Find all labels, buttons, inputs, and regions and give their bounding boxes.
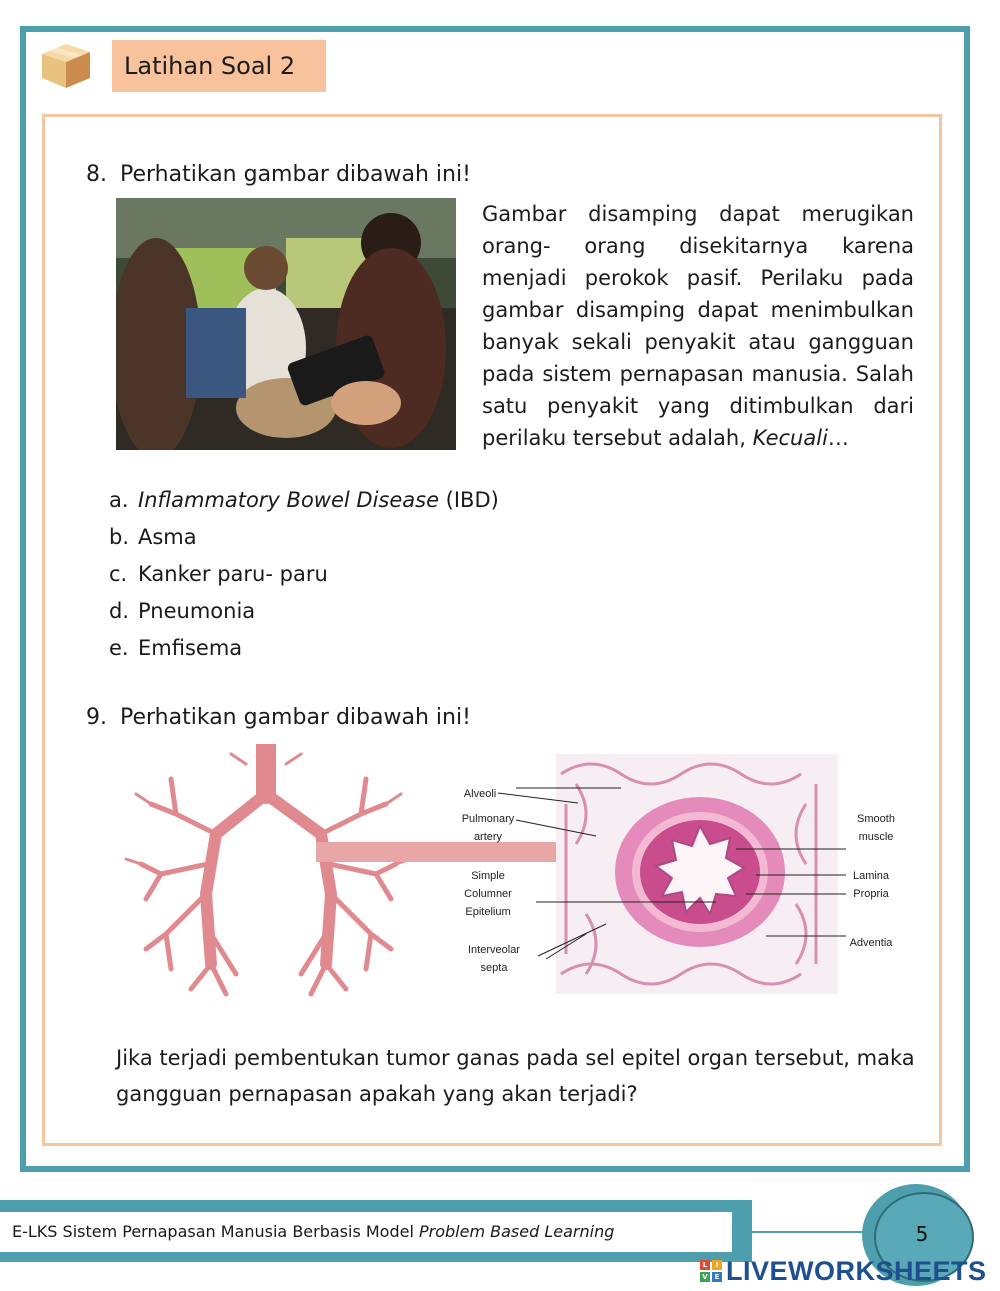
liveworksheets-text: LIVEWORKSHEETS [726, 1255, 987, 1286]
label-muscle: muscle [858, 831, 894, 843]
footer-text-main: E-LKS Sistem Pernapasan Manusia Berbasis Model [12, 1222, 419, 1241]
question-8-paragraph-italic: Kecuali [752, 426, 828, 450]
footer-text-italic: Problem Based Learning [419, 1222, 615, 1241]
bronchial-tree-illustration [126, 744, 411, 994]
option-text: Emfisema [138, 636, 243, 660]
question-8-number: 8. [86, 162, 107, 187]
label-propria: Propria [853, 888, 889, 900]
option-a[interactable] [109, 486, 499, 523]
footer-text [12, 1222, 614, 1241]
section-title: Latihan Soal 2 [112, 40, 326, 92]
label-alveoli: Alveoli [463, 788, 497, 800]
label-lamina: Lamina [852, 870, 890, 882]
question-9-heading-text: Perhatikan gambar dibawah ini! [120, 705, 471, 730]
option-italic: Inflammatory Bowel Disease [138, 488, 439, 512]
question-8-paragraph-text: Gambar disamping dapat merugikan orang- orang disekitarnya karena menjadi perokok pasif. Perilaku pada gambar disamping dapat menimbulkan banyak sekali penyakit atau gangguan pada sistem pernapasan manusia. Salah satu penyakit yang ditimbulkan dari perilaku tersebut adalah, [482, 202, 914, 450]
option-text: (IBD) [439, 488, 499, 512]
label-pulmonary: Pulmonary [461, 813, 515, 825]
option-text: Kanker paru- paru [138, 562, 328, 586]
option-text: Pneumonia [138, 599, 256, 623]
label-columner: Columner [464, 888, 512, 900]
liveworksheets-logo[interactable] [700, 1256, 987, 1286]
question-8-options [109, 486, 499, 671]
option-letter: c. [109, 562, 128, 586]
option-d[interactable] [109, 597, 499, 634]
question-9-text: Jika terjadi pembentukan tumor ganas pada sel epitel organ tersebut, maka gangguan pernapasan apakah yang akan terjadi? [116, 1046, 915, 1106]
label-interveolar: Interveolar [468, 944, 520, 956]
label-artery: artery [473, 831, 503, 843]
option-letter: e. [109, 636, 129, 660]
label-adventia: Adventia [849, 937, 893, 949]
footer-line [752, 1231, 872, 1233]
label-smooth: Smooth [857, 813, 895, 825]
option-letter: d. [109, 599, 130, 623]
histology-illustration [556, 754, 838, 994]
question-9-heading [86, 705, 471, 730]
arrow-icon [316, 832, 586, 872]
label-epitelium: Epitelium [465, 906, 511, 918]
option-b[interactable] [109, 523, 499, 560]
page-number: 5 [915, 1222, 929, 1246]
label-simple: Simple [471, 870, 505, 882]
label-septa: septa [480, 962, 508, 974]
smoking-photo [116, 198, 456, 450]
option-e[interactable] [109, 634, 499, 671]
option-text: Asma [138, 525, 197, 549]
option-letter: a. [109, 488, 129, 512]
option-c[interactable] [109, 560, 499, 597]
box-icon [36, 40, 94, 90]
question-8-paragraph-end: … [827, 426, 849, 450]
question-8-heading-text: Perhatikan gambar dibawah ini! [120, 162, 471, 187]
liveworksheets-blocks-icon: L I V E [700, 1260, 722, 1282]
question-9-number: 9. [86, 705, 107, 730]
question-8-heading [86, 162, 471, 187]
question-8-paragraph [482, 198, 914, 454]
bronchiole-diagram [116, 744, 926, 1000]
option-letter: b. [109, 525, 130, 549]
